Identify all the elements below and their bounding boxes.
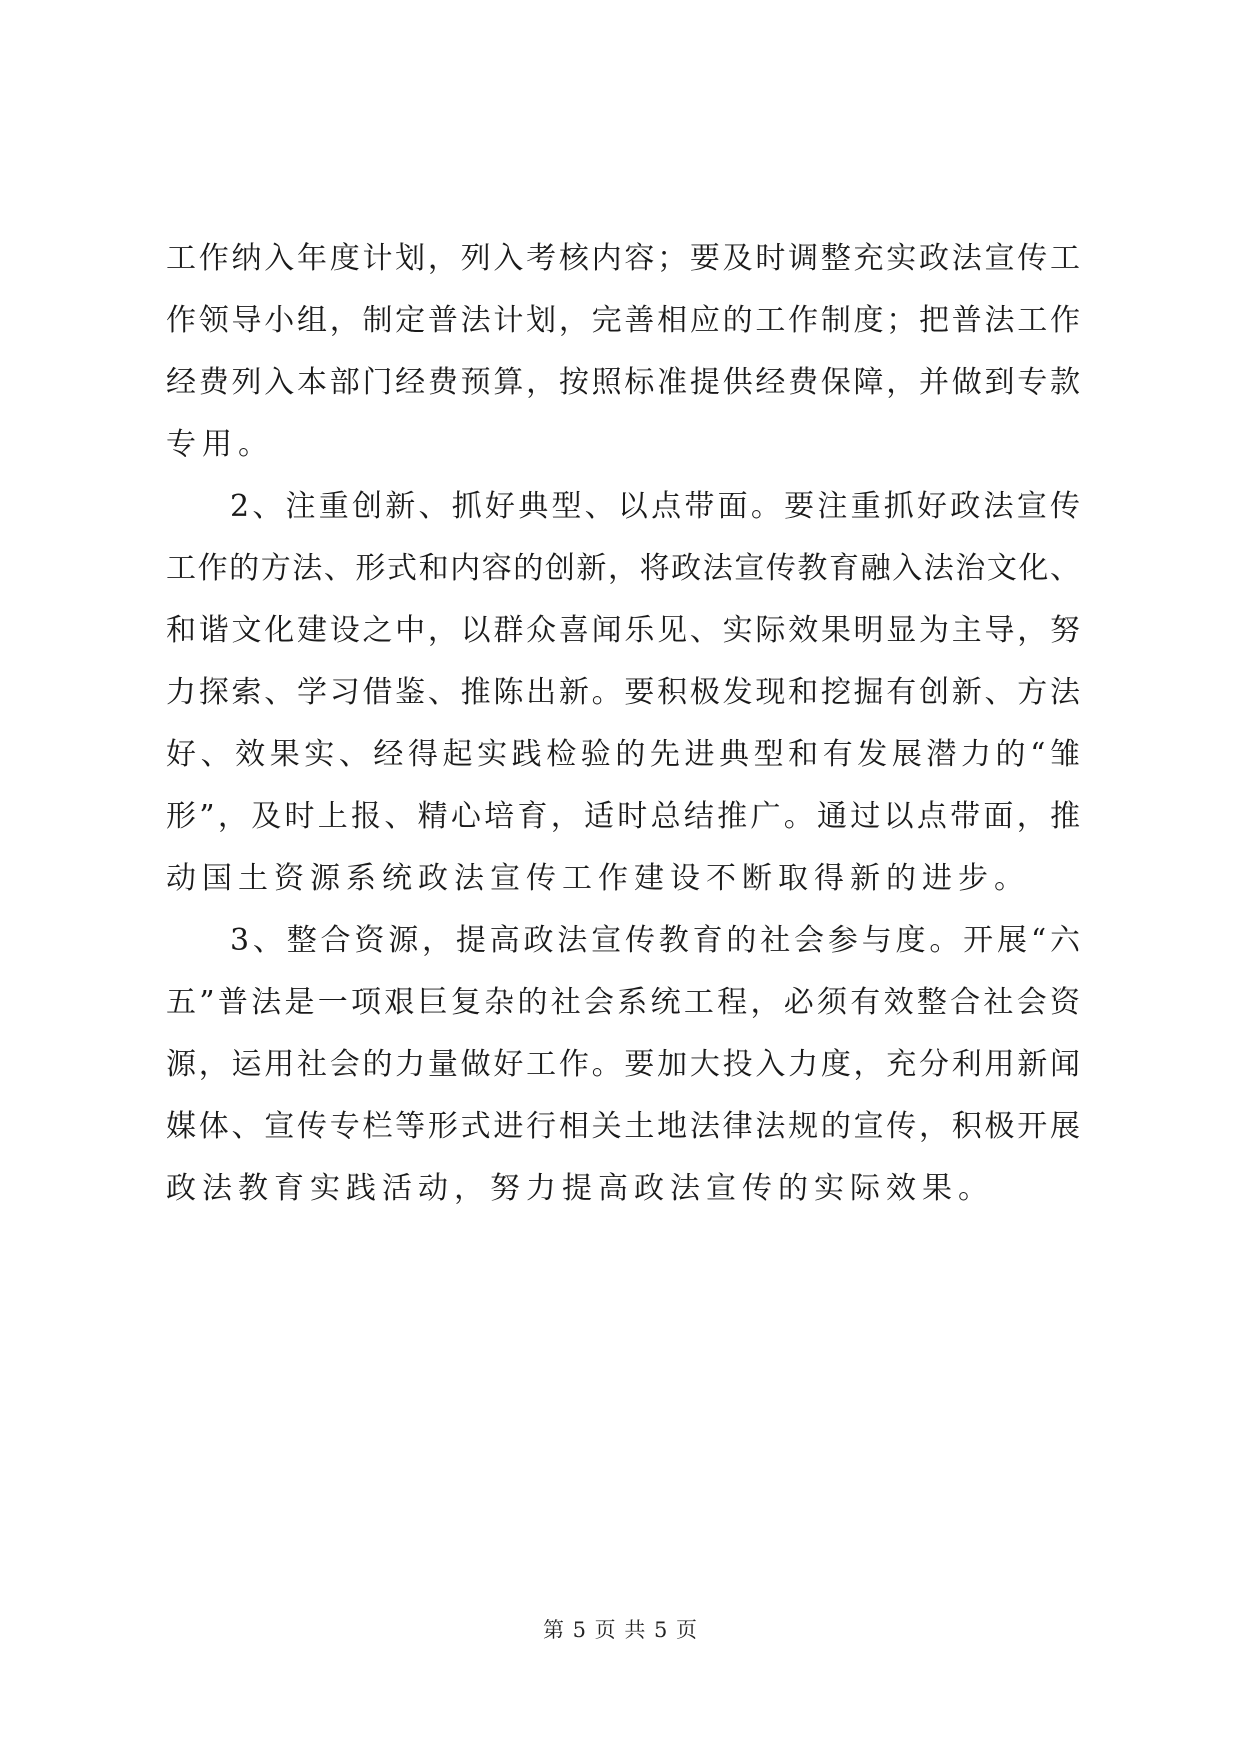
paragraph-line: 媒体、宣传专栏等形式进行相关土地法律法规的宣传，积极开展 bbox=[166, 1109, 1080, 1144]
paragraph-line: 作领导小组，制定普法计划，完善相应的工作制度；把普法工作 bbox=[166, 303, 1080, 338]
paragraph-line: 和谐文化建设之中，以群众喜闻乐见、实际效果明显为主导，努 bbox=[166, 613, 1080, 648]
paragraph-line: 五”普法是一项艰巨复杂的社会系统工程，必须有效整合社会资 bbox=[166, 985, 1080, 1020]
paragraph-line: 工作纳入年度计划，列入考核内容；要及时调整充实政法宣传工 bbox=[166, 241, 1080, 276]
paragraph-line: 专用。 bbox=[166, 427, 274, 462]
page-number-footer: 第 5 页 共 5 页 bbox=[542, 1618, 699, 1642]
paragraph-line: 动国土资源系统政法宣传工作建设不断取得新的进步。 bbox=[166, 861, 1030, 896]
paragraph-line: 政法教育实践活动，努力提高政法宣传的实际效果。 bbox=[166, 1171, 994, 1206]
paragraph-line: 经费列入本部门经费预算，按照标准提供经费保障，并做到专款 bbox=[166, 365, 1080, 400]
paragraph-line: 源，运用社会的力量做好工作。要加大投入力度，充分利用新闻 bbox=[166, 1047, 1080, 1082]
paragraph-line: 2、注重创新、抓好典型、以点带面。要注重抓好政法宣传 bbox=[230, 489, 1080, 524]
paragraph-line: 3、整合资源，提高政法宣传教育的社会参与度。开展“六 bbox=[230, 923, 1080, 958]
paragraph-line: 力探索、学习借鉴、推陈出新。要积极发现和挖掘有创新、方法 bbox=[166, 675, 1080, 710]
document-body bbox=[166, 228, 1080, 1220]
paragraph-line: 工作的方法、形式和内容的创新，将政法宣传教育融入法治文化、 bbox=[166, 551, 1080, 586]
paragraph-line: 形”，及时上报、精心培育，适时总结推广。通过以点带面，推 bbox=[166, 799, 1080, 834]
paragraph-line: 好、效果实、经得起实践检验的先进典型和有发展潜力的“雏 bbox=[166, 737, 1080, 772]
